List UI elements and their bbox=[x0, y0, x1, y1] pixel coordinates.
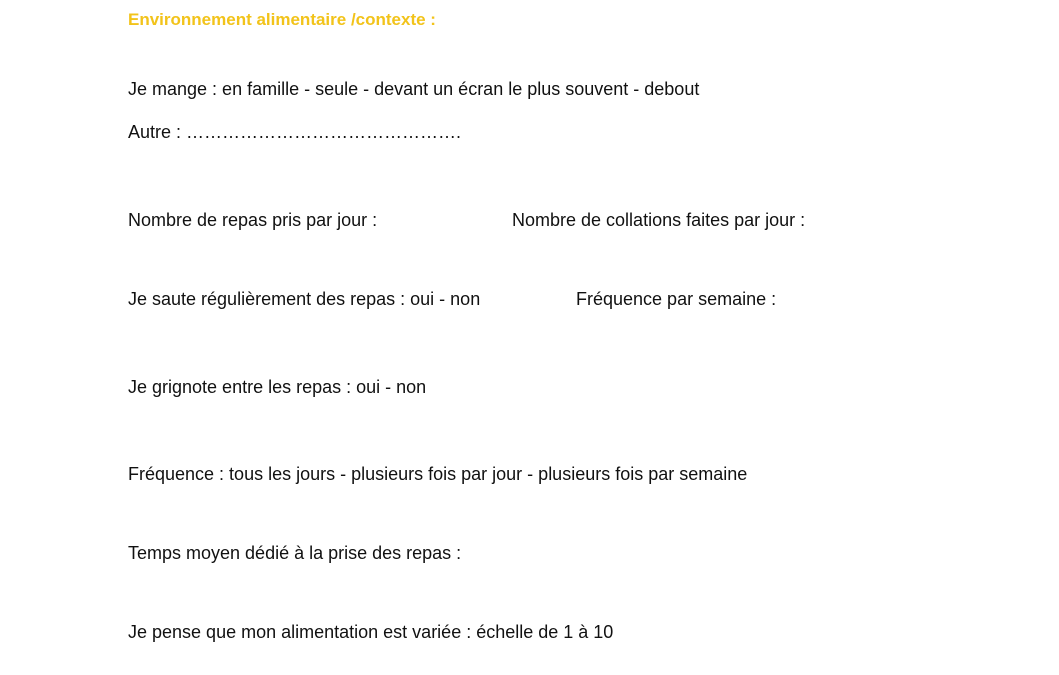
snacks-per-day-label: Nombre de collations faites par jour : bbox=[512, 210, 806, 230]
other-line: Autre : ………………………………………. bbox=[128, 122, 462, 142]
meals-per-day-label: Nombre de repas pris par jour : bbox=[128, 210, 378, 230]
weekly-frequency-label: Fréquence par semaine : bbox=[576, 289, 777, 309]
meal-time-label: Temps moyen dédié à la prise des repas : bbox=[128, 543, 462, 563]
snacking-line: Je grignote entre les repas : oui - non bbox=[128, 377, 427, 397]
skip-meals-line: Je saute régulièrement des repas : oui - non bbox=[128, 289, 481, 309]
variety-scale-line: Je pense que mon alimentation est variée : échelle de 1 à 10 bbox=[128, 622, 614, 642]
section-heading: Environnement alimentaire /contexte : bbox=[128, 10, 436, 29]
eating-context-line: Je mange : en famille - seule - devant un écran le plus souvent - debout bbox=[128, 79, 700, 99]
frequency-line: Fréquence : tous les jours - plusieurs fois par jour - plusieurs fois par semaine bbox=[128, 464, 748, 484]
